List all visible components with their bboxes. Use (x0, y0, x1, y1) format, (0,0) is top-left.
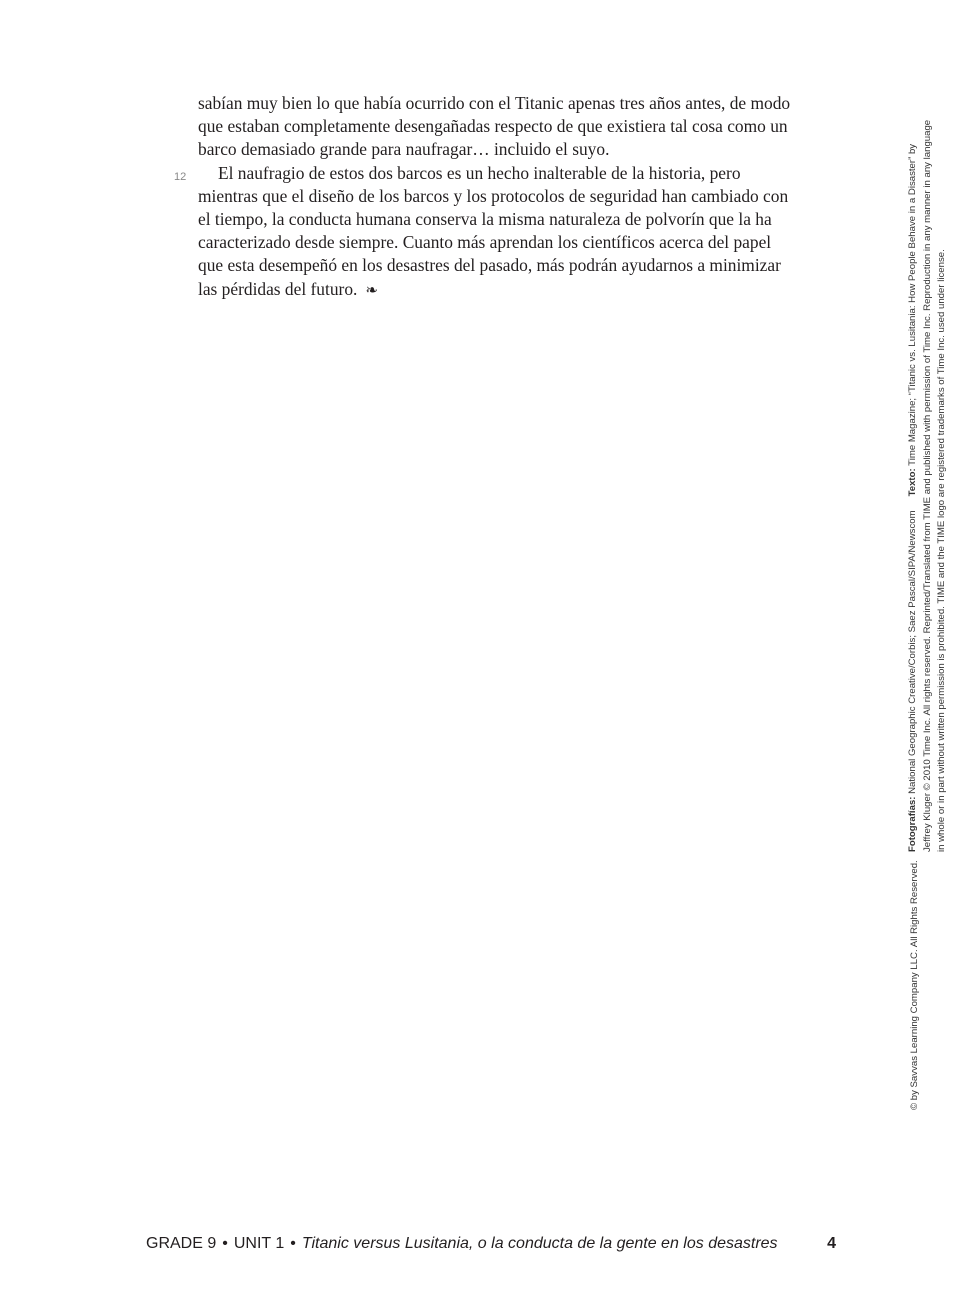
paragraph-12-text: El naufragio de estos dos barcos es un hecho inalterable de la historia, pero mientras que el diseño de los barcos y los protocolos de seguridad han cambiado con el tiempo, la conducta humana conserva la misma naturaleza de polvorín que la ha caracterizado desde siempre. Cuanto más aprendan los científicos acerca del papel que esta desempeñó en los desastres del pasado, más podrán ayudarnos a minimizar las pérdidas del futuro. (198, 162, 789, 299)
permissions-credits (906, 92, 950, 852)
footer-bullet: • (290, 1235, 296, 1252)
photos-credit-text: National Geographic Creative/Corbis; Saez Pascal/SIPA/Newscom (907, 510, 918, 794)
credits-line-3: in whole or in part without written permission is prohibited. TIME and the TIME logo are registered trademarks of Time Inc. used under license. (936, 249, 948, 852)
line-number: 12 (174, 170, 187, 183)
page-footer (146, 1234, 836, 1254)
page-number: 4 (827, 1235, 836, 1252)
article-body (174, 92, 798, 303)
end-of-text-fleuron-icon: ❧ (365, 282, 378, 299)
text-credit-text: Time Magazine; “Titanic vs. Lusitania: How People Behave in a Disaster” by (907, 143, 918, 466)
footer-grade: GRADE 9 (146, 1235, 217, 1252)
credits-line-1 (906, 92, 921, 852)
paragraph-12 (174, 162, 798, 303)
paragraph-continued: sabían muy bien lo que había ocurrido con el Titanic apenas tres años antes, de modo que estaban completamente desengañadas respecto de que existiera tal cosa como un barco demasiado grande para naufragar… incluido el suyo. (198, 93, 791, 160)
photos-credit-label: Fotografías: (907, 796, 918, 852)
copyright-notice: © by Savvas Learning Company LLC. All Rights Reserved. (909, 860, 920, 1110)
footer-bullet: • (222, 1235, 228, 1252)
footer-unit: UNIT 1 (233, 1235, 285, 1252)
footer-title: Titanic versus Lusitania, o la conducta de la gente en los desastres (301, 1235, 778, 1252)
credits-line-2: Jeffrey Kluger © 2010 Time Inc. All rights reserved. Reprinted/Translated from TIME and published with permission of Time Inc. Reproduction in any manner in any language (921, 119, 933, 852)
text-credit-label: Texto: (907, 468, 918, 497)
